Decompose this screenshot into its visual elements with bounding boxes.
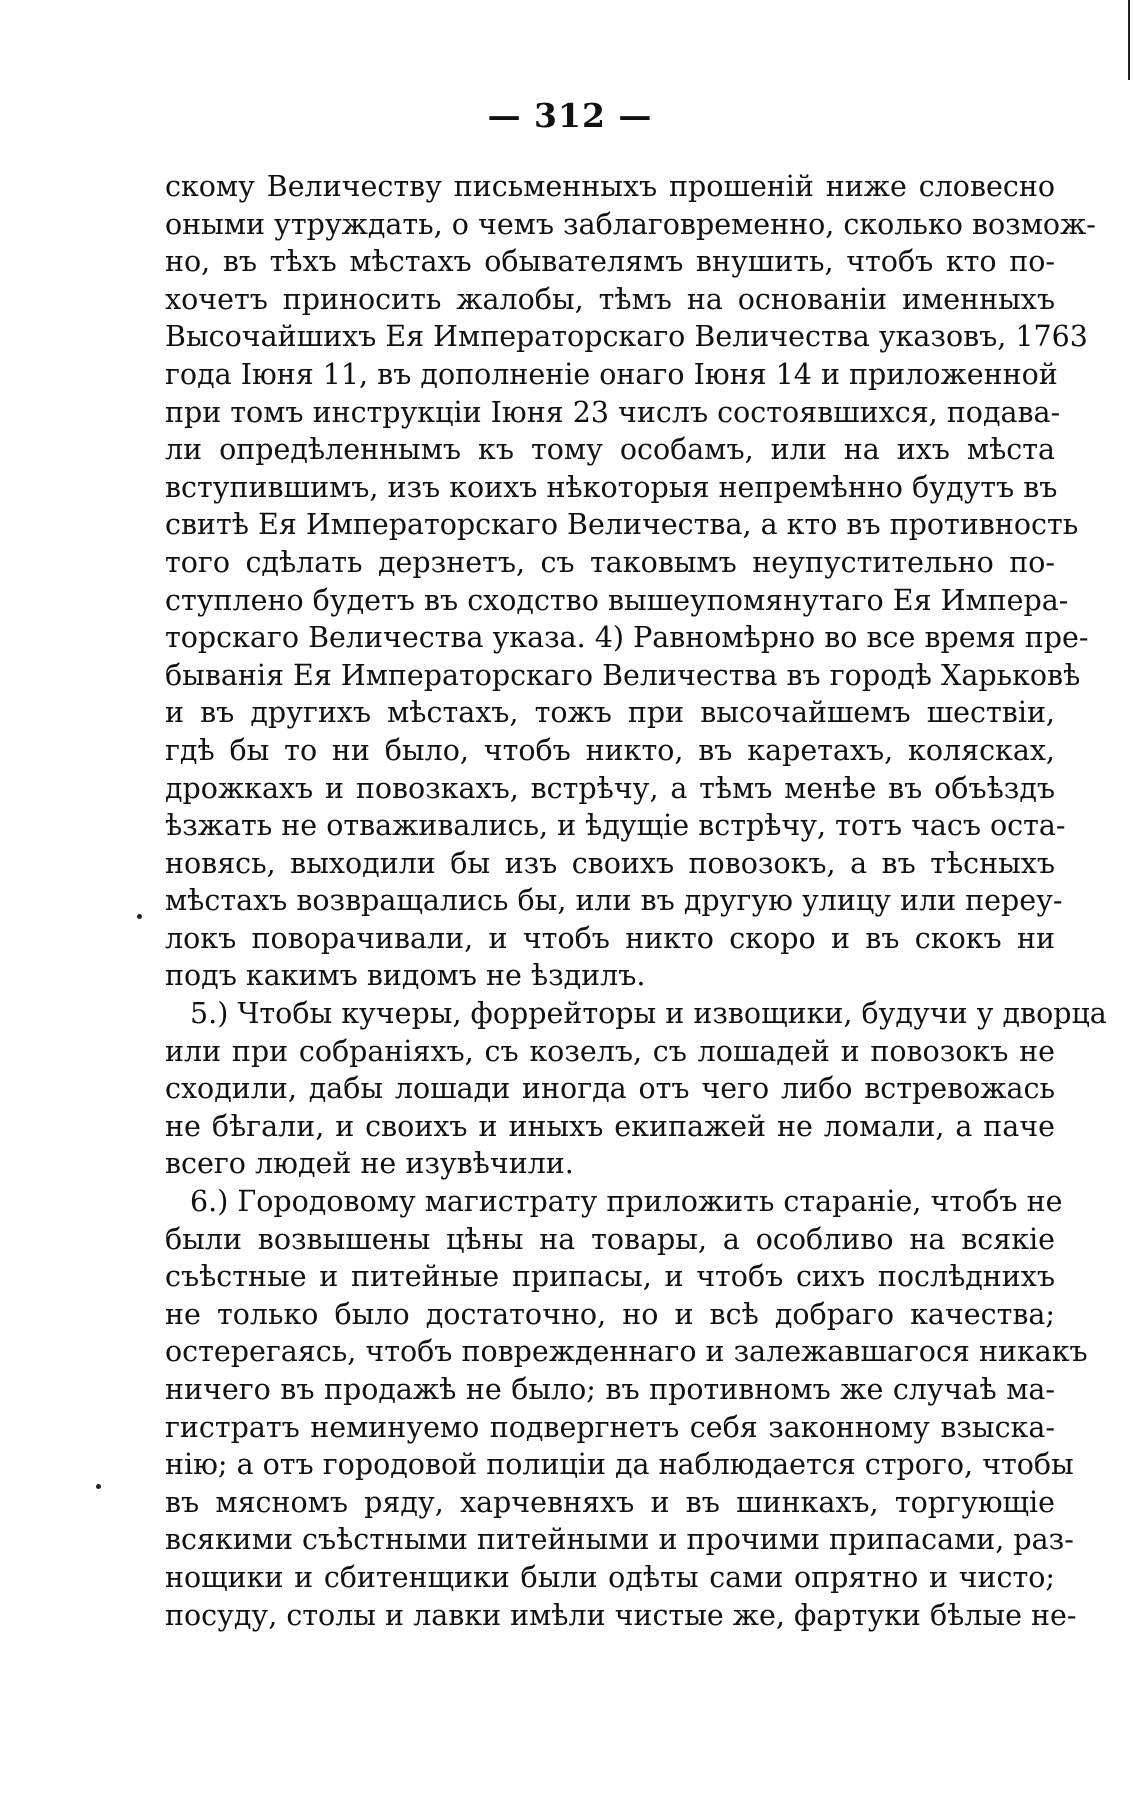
text-line: хочетъ приносить жалобы, тѣмъ на основаніи именныхъ [165, 282, 1055, 316]
text-line: Высочайшихъ Ея Императорскаго Величества указовъ, 1763 [165, 320, 1088, 354]
text-line: и въ другихъ мѣстахъ, тожъ при высочайшемъ шествіи, [165, 696, 1055, 730]
text-line: новясь, выходили бы изъ своихъ повозокъ, а въ тѣсныхъ [165, 846, 1055, 880]
text-line: быванія Ея Императорскаго Величества въ городѣ Харьковѣ [165, 658, 1081, 692]
text-line: скому Величеству письменныхъ прошеній ниже словесно [165, 170, 1055, 203]
scan-edge-rule [1128, 0, 1130, 80]
text-line: ли опредѣленнымъ къ тому особамъ, или на ихъ мѣста [165, 433, 1055, 467]
text-line: вступившимъ, изъ коихъ нѣкоторыя непремѣнно будутъ въ [165, 470, 1058, 504]
text-line: ничего въ продажѣ не было; въ противномъ же случаѣ ма- [165, 1373, 1055, 1406]
text-line: но, въ тѣхъ мѣстахъ обывателямъ внушить, чтобъ кто по- [165, 245, 1055, 279]
text-line: не бѣгали, и своихъ и иныхъ екипажей не ломали, а паче [165, 1109, 1055, 1143]
text-line: локъ поворачивали, и чтобъ никто скоро и въ скокъ ни [165, 921, 1055, 955]
page-number: — 312 — [487, 96, 653, 135]
text-line: оными утруждать, о чемъ заблаговременно, сколько возмож- [165, 207, 1096, 241]
text-line: всякими съѣстными питейными и прочими припасами, раз- [165, 1523, 1074, 1557]
text-line: нію; а отъ городовой полиціи да наблюдается строго, чтобы [165, 1448, 1074, 1482]
text-line: посуду, столы и лавки имѣли чистые же, фартуки бѣлые не- [165, 1598, 1077, 1632]
text-line: ступлено будетъ въ сходство вышеупомянутаго Ея Импера- [165, 583, 1069, 617]
text-line: въ мясномъ ряду, харчевняхъ и въ шинкахъ, торгующіе [165, 1485, 1055, 1519]
text-line: всего людей не изувѣчили. [165, 1147, 574, 1181]
body-text [165, 168, 1107, 1634]
text-line: дрожкахъ и повозкахъ, встрѣчу, а тѣмъ менѣе въ объѣздъ [165, 771, 1055, 805]
text-line: при томъ инструкціи Іюня 23 числъ состоявшихся, подава- [165, 395, 1061, 429]
text-line: свитѣ Ея Императорскаго Величества, а кто въ противность [165, 508, 1079, 542]
text-line: мѣстахъ возвращались бы, или въ другую улицу или переу- [165, 884, 1063, 918]
text-line: не только было достаточно, но и всѣ добраго качества; [165, 1297, 1055, 1331]
text-line: того сдѣлать дерзнетъ, съ таковымъ неупустительно по- [165, 545, 1055, 579]
text-line: нощики и сбитенщики были одѣты сами опрятно и чисто; [165, 1560, 1055, 1594]
text-line: ѣзжать не отваживались, и ѣдущіе встрѣчу, тотъ часъ оста- [165, 809, 1066, 843]
text-line: съѣстные и питейные припасы, и чтобъ сихъ послѣднихъ [165, 1260, 1055, 1294]
paragraph-6-first-line: 6.) Городовому магистрату приложить стараніе, чтобъ не [190, 1185, 1063, 1219]
paragraph-5-first-line: 5.) Чтобы кучеры, форрейторы и извощики, будучи у дворца [190, 997, 1107, 1031]
text-line: года Іюня 11, въ дополненіе онаго Іюня 14 и приложенной [165, 357, 1058, 391]
text-line: были возвышены цѣны на товары, а особливо на всякіе [165, 1222, 1055, 1256]
text-line: гдѣ бы то ни было, чтобъ никто, въ каретахъ, колясках, [165, 733, 1055, 767]
text-line: или при собраніяхъ, съ козелъ, съ лошадей и повозокъ не [165, 1034, 1055, 1068]
text-line: гистратъ неминуемо подвергнетъ себя законному взыска- [165, 1410, 1055, 1444]
scan-speck [137, 914, 142, 919]
text-line: торскаго Величества указа. 4) Равномѣрно во все время пре- [165, 621, 1089, 655]
text-line: подъ какимъ видомъ не ѣздилъ. [165, 959, 646, 993]
text-line: остерегаясь, чтобъ поврежденнаго и залежавшагося никакъ [165, 1335, 1088, 1369]
scan-speck [96, 1484, 101, 1489]
text-line: сходили, дабы лошади иногда отъ чего либо встревожась [165, 1072, 1055, 1106]
